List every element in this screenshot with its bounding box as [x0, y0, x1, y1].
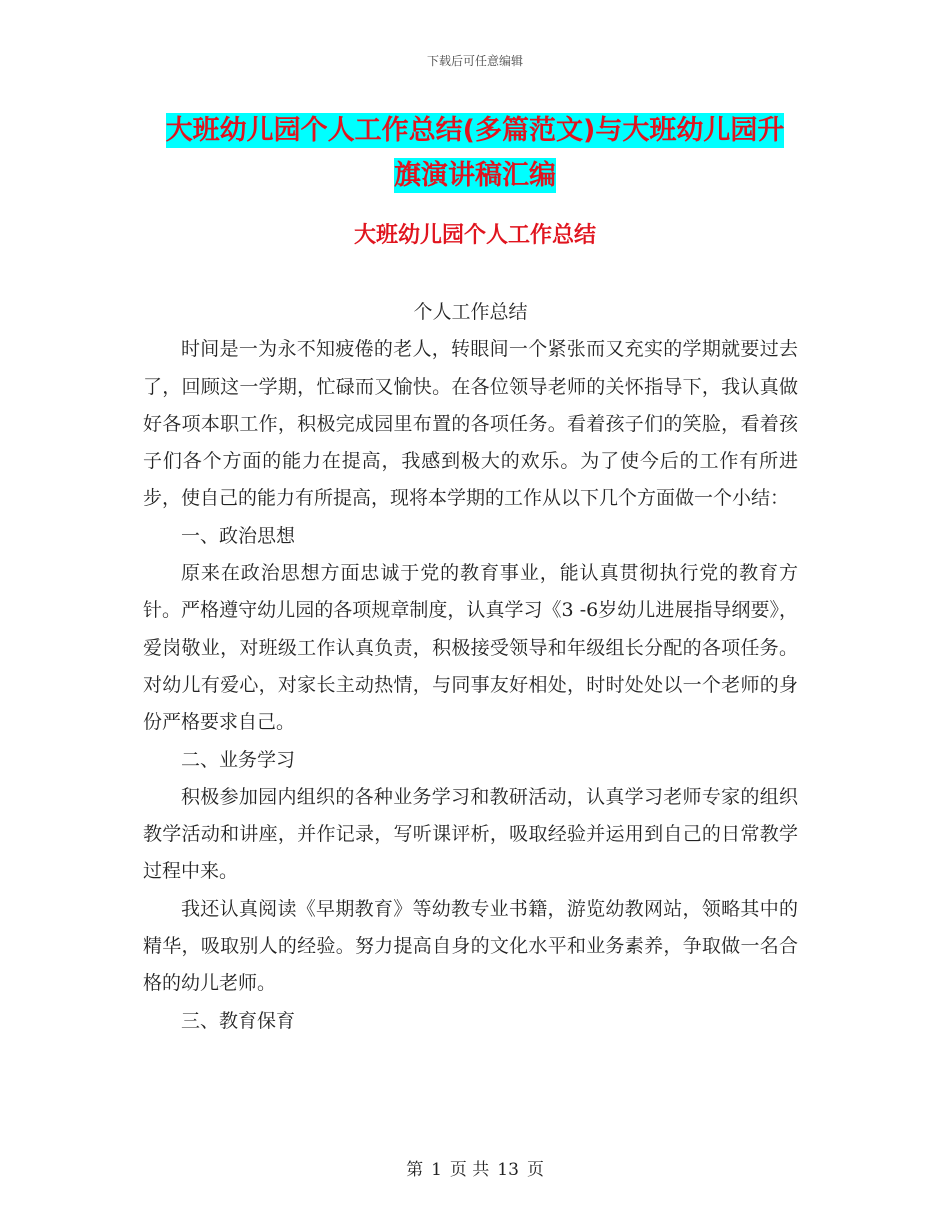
paragraph-reading: 我还认真阅读《早期教育》等幼教专业书籍，游览幼教网站，领略其中的精华，吸取别人的经验。努力提高自身的文化水平和业务素养，争取做一名合格的幼儿老师。: [143, 897, 798, 995]
heading-politics: 一、政治思想: [181, 524, 296, 547]
heading-study: 二、业务学习: [181, 748, 296, 771]
header-note: 下载后可任意编辑: [426, 54, 523, 68]
section-title: 大班幼儿园个人工作总结: [353, 223, 596, 248]
paragraph-politics: 原来在政治思想方面忠诚于党的教育事业，能认真贯彻执行党的教育方针。严格遵守幼儿园的各项规章制度，认真学习《3 -6岁幼儿进展指导纲要》，爱岗敬业，对班级工作认真负责，积极接受领导和年级组长分配的各项任务。对幼儿有爱心，对家长主动热情，与同事友好相处，时时处处以一个老师的身份严格要求自己。: [143, 562, 798, 734]
footer-mid: 页 共: [449, 1160, 490, 1180]
document-title-line-2: 旗演讲稿汇编: [394, 160, 556, 191]
paragraph-study: 积极参加园内组织的各种业务学习和教研活动，认真学习老师专家的组织教学活动和讲座，并作记录，写听课评析，吸取经验并运用到自己的日常教学过程中来。: [143, 785, 798, 883]
paragraph-intro: 时间是一为永不知疲倦的老人，转眼间一个紧张而又充实的学期就要过去了，回顾这一学期，忙碌而又愉快。在各位领导老师的关怀指导下，我认真做好各项本职工作，积极完成园里布置的各项任务。看着孩子们的笑脸，看着孩子们各个方面的能力在提高，我感到极大的欢乐。为了使今后的工作有所进步，使自己的能力有所提高，现将本学期的工作从以下几个方面做一个小结：: [143, 338, 798, 510]
heading-education: 三、教育保育: [181, 1009, 296, 1032]
page-footer: [0, 1155, 950, 1180]
sub-title: 个人工作总结: [413, 301, 528, 323]
total-pages: 13: [497, 1160, 519, 1180]
document-title: [120, 108, 830, 198]
document-body: [143, 294, 798, 1040]
document-title-line-1: 大班幼儿园个人工作总结(多篇范文)与大班幼儿园升: [165, 115, 785, 146]
footer-prefix: 第: [406, 1160, 424, 1180]
page-number: 1: [431, 1160, 442, 1180]
footer-suffix: 页: [526, 1160, 544, 1180]
